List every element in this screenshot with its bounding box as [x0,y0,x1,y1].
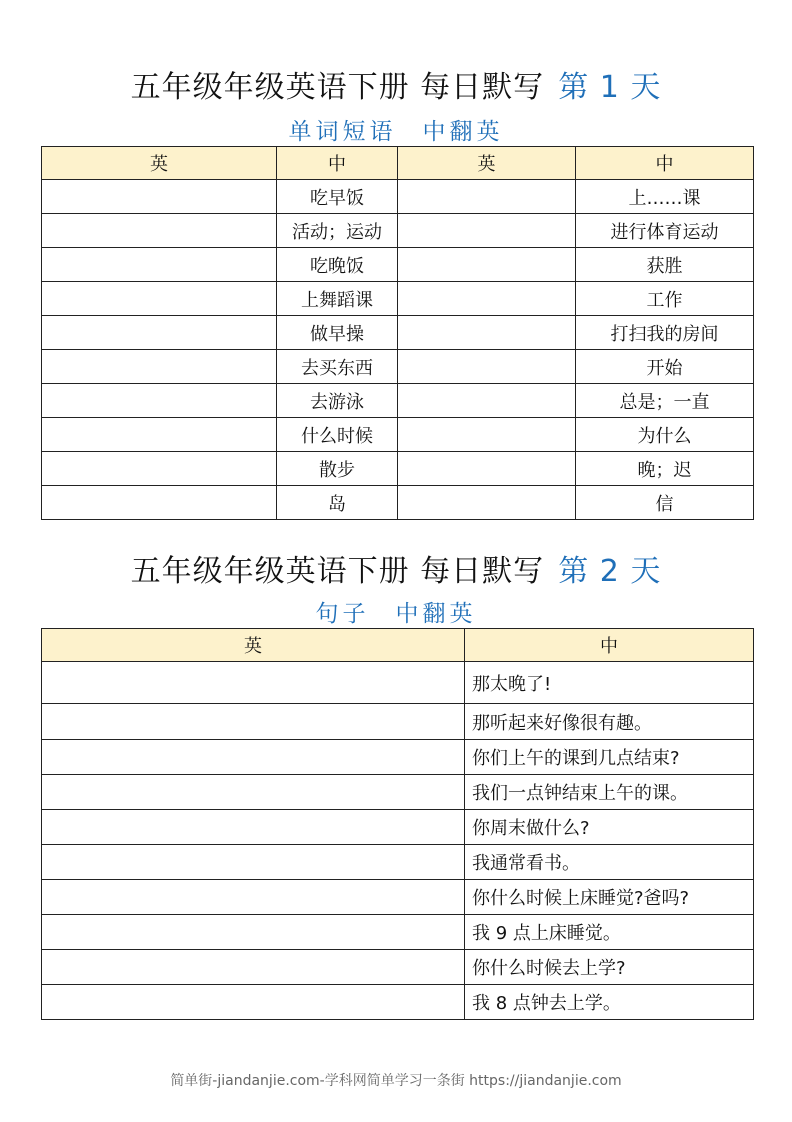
vocab-zh-2: 上……课 [576,180,754,214]
vocab-row [42,418,754,452]
answer-cell-en[interactable] [42,845,465,880]
answer-cell-en-2[interactable] [398,282,576,316]
section2-subtitle [0,595,792,628]
header-zh: 中 [465,629,754,662]
vocab-row [42,486,754,520]
vocab-zh-1: 什么时候 [277,418,398,452]
vocab-zh-2: 获胜 [576,248,754,282]
vocab-row [42,282,754,316]
sentence-row [42,704,754,740]
sentence-zh: 你周末做什么? [465,810,754,845]
sentence-table [41,628,754,1020]
section1-day: 第 1 天 [558,70,662,105]
vocab-table [41,146,754,520]
answer-cell-en[interactable] [42,880,465,915]
vocab-zh-2: 信 [576,486,754,520]
sentence-zh: 那听起来好像很有趣。 [465,704,754,740]
sentence-row [42,775,754,810]
section2-subtitle-left: 句子 [315,601,370,627]
vocab-zh-1: 上舞蹈课 [277,282,398,316]
answer-cell-en-2[interactable] [398,350,576,384]
vocab-zh-2: 打扫我的房间 [576,316,754,350]
section1-title-text: 五年级年级英语下册 每日默写 [130,70,545,105]
answer-cell-en[interactable] [42,810,465,845]
answer-cell-en-2[interactable] [398,384,576,418]
vocab-row [42,452,754,486]
header-zh-1: 中 [277,147,398,180]
vocab-zh-1: 去买东西 [277,350,398,384]
sentence-zh: 我 8 点钟去上学。 [465,985,754,1020]
answer-cell-en[interactable] [42,740,465,775]
sentence-row [42,915,754,950]
vocab-zh-2: 晚；迟 [576,452,754,486]
section2-title [0,546,792,590]
section1-subtitle [0,113,792,146]
section1-subtitle-right: 中翻英 [422,119,504,145]
section1-subtitle-left: 单词短语 [288,119,397,145]
answer-cell-en-2[interactable] [398,180,576,214]
answer-cell-en-1[interactable] [42,350,277,384]
answer-cell-en-1[interactable] [42,180,277,214]
vocab-row [42,316,754,350]
answer-cell-en-1[interactable] [42,452,277,486]
answer-cell-en-2[interactable] [398,316,576,350]
vocab-table-header [42,147,754,180]
answer-cell-en[interactable] [42,662,465,704]
answer-cell-en-1[interactable] [42,316,277,350]
header-en-1: 英 [42,147,277,180]
sentence-zh: 我 9 点上床睡觉。 [465,915,754,950]
vocab-row [42,248,754,282]
sentence-zh: 你什么时候上床睡觉?爸吗? [465,880,754,915]
answer-cell-en[interactable] [42,915,465,950]
answer-cell-en-2[interactable] [398,214,576,248]
vocab-row [42,350,754,384]
header-zh-2: 中 [576,147,754,180]
vocab-zh-1: 吃早饭 [277,180,398,214]
header-en-2: 英 [398,147,576,180]
answer-cell-en-1[interactable] [42,486,277,520]
answer-cell-en-2[interactable] [398,452,576,486]
sentence-row [42,880,754,915]
answer-cell-en-1[interactable] [42,282,277,316]
vocab-zh-2: 开始 [576,350,754,384]
answer-cell-en-2[interactable] [398,486,576,520]
sentence-row [42,740,754,775]
sentence-row [42,810,754,845]
sentence-zh: 你什么时候去上学? [465,950,754,985]
vocab-zh-2: 为什么 [576,418,754,452]
section2-day: 第 2 天 [558,554,662,589]
section2-title-text: 五年级年级英语下册 每日默写 [130,554,545,589]
vocab-zh-1: 去游泳 [277,384,398,418]
answer-cell-en-2[interactable] [398,418,576,452]
answer-cell-en-1[interactable] [42,248,277,282]
answer-cell-en[interactable] [42,704,465,740]
answer-cell-en-1[interactable] [42,384,277,418]
vocab-row [42,214,754,248]
vocab-zh-1: 岛 [277,486,398,520]
section1-title [0,62,792,106]
vocab-row [42,384,754,418]
answer-cell-en[interactable] [42,985,465,1020]
vocab-zh-1: 做早操 [277,316,398,350]
vocab-zh-2: 工作 [576,282,754,316]
answer-cell-en-1[interactable] [42,214,277,248]
answer-cell-en[interactable] [42,950,465,985]
sentence-zh: 我们一点钟结束上午的课。 [465,775,754,810]
vocab-zh-2: 总是；一直 [576,384,754,418]
sentence-table-header [42,629,754,662]
sentence-row [42,662,754,704]
answer-cell-en-1[interactable] [42,418,277,452]
sentence-row [42,985,754,1020]
vocab-zh-1: 散步 [277,452,398,486]
sentence-row [42,845,754,880]
vocab-zh-2: 进行体育运动 [576,214,754,248]
sentence-zh: 我通常看书。 [465,845,754,880]
answer-cell-en-2[interactable] [398,248,576,282]
vocab-zh-1: 吃晚饭 [277,248,398,282]
footer: 简单街-jiandanjie.com-学科网简单学习一条街 https://jiandanjie.com [170,1073,622,1089]
sentence-zh: 你们上午的课到几点结束? [465,740,754,775]
section2-subtitle-right: 中翻英 [395,601,477,627]
header-en: 英 [42,629,465,662]
sentence-row [42,950,754,985]
sentence-zh: 那太晚了! [465,662,754,704]
vocab-zh-1: 活动；运动 [277,214,398,248]
answer-cell-en[interactable] [42,775,465,810]
vocab-row [42,180,754,214]
